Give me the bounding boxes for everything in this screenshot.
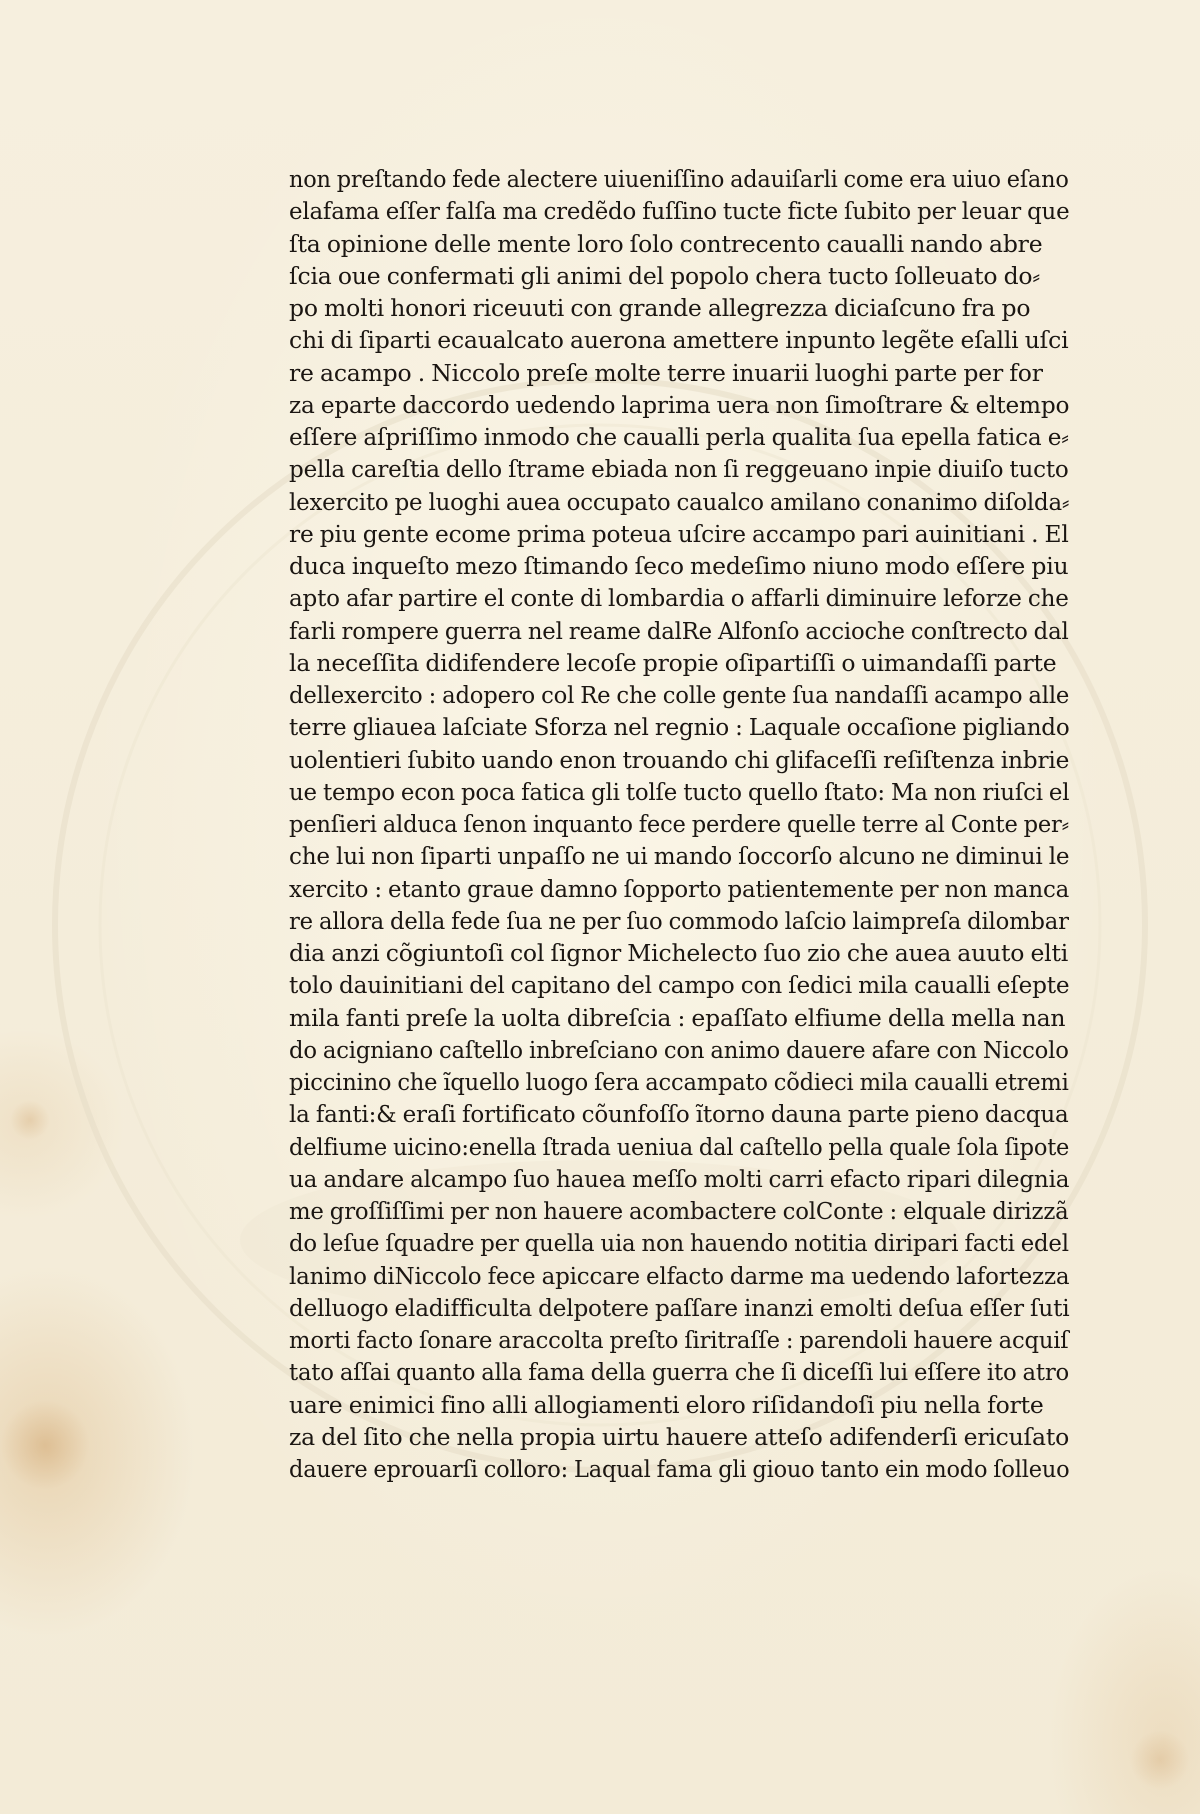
- text-line: delluogo eladifficulta delpotere paſſare inanzi emolti deſua eſſer ſuti: [289, 1293, 1070, 1322]
- text-line: chi di ſiparti ecaualcato auerona amettere inpunto legẽte eſalli uſci: [289, 326, 1069, 355]
- text-line: dauere eprouarſi colloro: Laqual fama gli giouo tanto ein modo ſolleuo: [289, 1455, 1070, 1483]
- text-line: ue tempo econ poca fatica gli tolſe tucto quello ſtato: Ma non riuſci el: [289, 777, 1070, 806]
- text-line: non preſtando fede alectere uiueniſſino adauiſarli come era uiuo eſano: [289, 165, 1069, 193]
- text-line: elafama eſſer falſa ma credẽdo fuſſino tucte ficte ſubito per leuar que: [289, 197, 1070, 226]
- text-line: po molti honori riceuuti con grande allegrezza diciaſcuno fra po: [289, 294, 1031, 322]
- text-line: duca inqueſto mezo ſtimando ſeco medeſimo niuno modo eſſere piu: [289, 552, 1069, 580]
- text-line: piccinino che ĩquello luogo ſera accampato cõdieci mila caualli etremi: [289, 1068, 1069, 1096]
- text-line: me groſſiſſimi per non hauere acombactere colConte : elquale dirizzã: [289, 1197, 1069, 1225]
- foxing-stain: [0, 1400, 90, 1490]
- foxing-stain: [1130, 1730, 1190, 1790]
- text-line: terre gliauea laſciate Sforza nel regnio : Laquale occaſione pigliando: [289, 713, 1070, 742]
- text-line: re piu gente ecome prima poteua uſcire accampo pari auinitiani . El: [289, 519, 1069, 548]
- text-line: do leſue ſquadre per quella uia non hauendo notitia diripari facti edel: [289, 1229, 1069, 1258]
- text-line: za eparte daccordo uedendo laprima uera non ſimoſtrare & eltempo: [289, 390, 1070, 419]
- text-line: za del ſito che nella propia uirtu hauere atteſo adifenderſi ericuſato: [289, 1422, 1070, 1451]
- text-line: eſſere aſpriſſimo inmodo che caualli perla qualita ſua epella fatica e⸗: [289, 423, 1069, 451]
- text-line: ſcia oue confermati gli animi del popolo chera tucto ſolleuato do⸗: [289, 261, 1040, 290]
- text-line: do acigniano caſtello inbreſciano con animo dauere afare con Niccolo: [289, 1035, 1069, 1064]
- text-line: tolo dauinitiani del capitano del campo con ſedici mila caualli eſepte: [289, 971, 1070, 1000]
- foxing-stain: [10, 1100, 50, 1140]
- text-line: uare enimici fino alli allogiamenti eloro riſidandoſi piu nella forte: [289, 1390, 1044, 1419]
- text-line: lexercito pe luoghi auea occupato caualco amilano conanimo diſolda⸗: [289, 487, 1070, 516]
- text-line: che lui non ſiparti unpaſſo ne ui mando ſoccorſo alcuno ne diminui le: [289, 842, 1070, 871]
- text-line: apto afar partire el conte di lombardia o affarli diminuire leforze che: [289, 584, 1069, 613]
- text-line: mila fanti preſe la uolta dibreſcia : epaſſato elfiume della mella nan: [289, 1003, 1066, 1032]
- text-line: ua andare alcampo ſuo hauea meſſo molti carri efacto ripari dilegnia: [289, 1164, 1070, 1193]
- text-line: dellexercito : adopero col Re che colle gente ſua nandaſſi acampo alle: [289, 681, 1070, 709]
- text-line: delfiume uicino:enella ſtrada ueniua dal caſtello pella quale ſola ſipote: [289, 1132, 1070, 1161]
- text-line: xercito : etanto graue damno ſopporto patientemente per non manca: [289, 874, 1070, 903]
- text-line: morti facto ſonare araccolta preſto ſiritraſſe : parendoli hauere acquiſ: [289, 1326, 1069, 1354]
- printed-text-block: [289, 163, 1069, 1485]
- text-line: tato aſſai quanto alla fama della guerra che ſi diceſſi lui eſſere ito atro: [289, 1358, 1070, 1387]
- text-line: uolentieri ſubito uando enon trouando chi glifaceſſi reſiſtenza inbrie: [289, 745, 1070, 774]
- text-line: penſieri alduca ſenon inquanto fece perdere quelle terre al Conte per⸗: [289, 810, 1069, 838]
- text-line: farli rompere guerra nel reame dalRe Alfonſo accioche conſtrecto dal: [289, 616, 1069, 645]
- text-line: lanimo diNiccolo fece apiccare elfacto darme ma uedendo lafortezza: [289, 1261, 1070, 1290]
- text-line: re allora della fede ſua ne per ſuo commodo laſcio laimpreſa dilombar: [289, 906, 1069, 935]
- text-line: pella careſtia dello ſtrame ebiada non ſi reggeuano inpie diuiſo tucto: [289, 455, 1069, 484]
- text-line: la neceſſita didifendere lecoſe propie oſipartiſſi o uimandaſſi parte: [289, 648, 1057, 677]
- text-line: ſta opinione delle mente loro ſolo contrecento caualli nando abre: [289, 229, 1043, 258]
- text-line: re acampo . Niccolo preſe molte terre inuarii luoghi parte per for: [289, 358, 1043, 387]
- text-line: dia anzi cõgiuntoſi col ſignor Michelecto ſuo zio che auea auuto elti: [289, 939, 1069, 967]
- text-line: la fanti:& eraſi fortificato cõunfoſſo ĩtorno dauna parte pieno dacqua: [289, 1100, 1069, 1129]
